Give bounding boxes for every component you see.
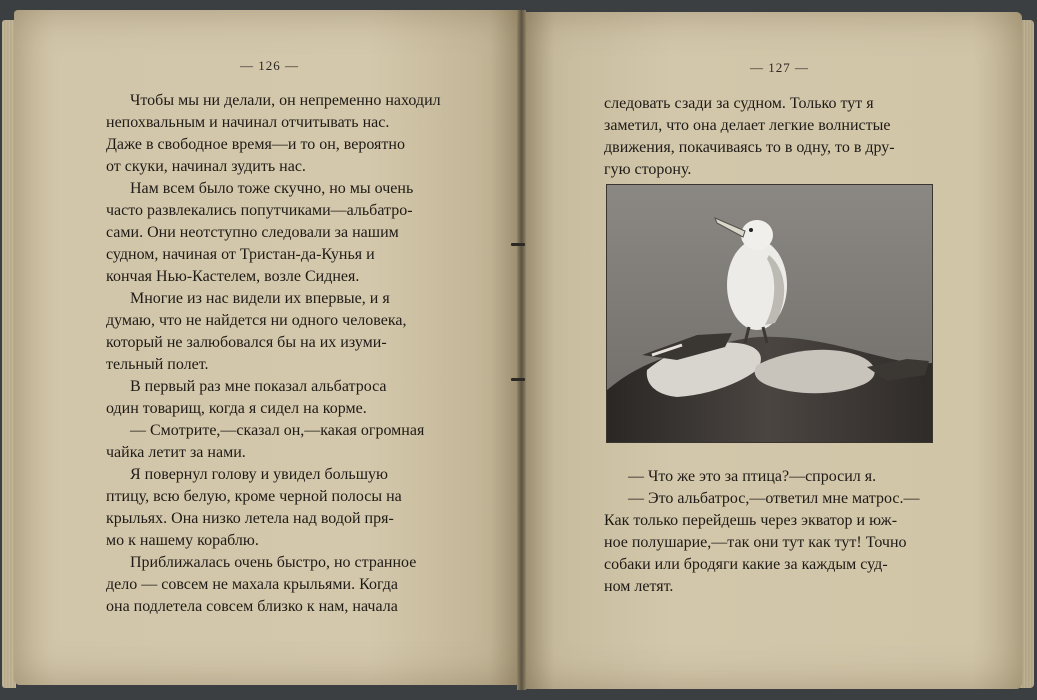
text-line: — Что же это за птица?—спросил я. [628,468,877,485]
text-line: тельный полет. [106,356,209,373]
right-page-text-top [604,93,976,181]
left-page [14,10,520,685]
text-line: чайка летит за нами. [106,444,246,461]
text-line: ное полушарие,—так они тут как тут! Точно [604,534,907,551]
text-line: Даже в свободное время—и то он, вероятно [106,136,405,153]
text-line: ном летят. [604,578,674,595]
page-number-right: — 127 — [750,60,809,75]
text-line: В первый раз мне показал альбатроса [130,378,387,395]
text-line: Приближалась очень быстро, но странное [130,554,417,571]
text-line: заметил, что она делает легкие волнистые [604,117,891,134]
text-line: крыльях. Она низко летела над водой пря- [106,510,394,527]
right-page-text-bottom [604,466,976,598]
text-line: дело — совсем не махала крыльями. Когда [106,576,398,593]
text-line: кончая Нью-Кастелем, возле Сиднея. [106,268,360,285]
right-page [524,12,1022,689]
text-line: птицу, всю белую, кроме черной полосы на [106,488,402,505]
text-line: от скуки, начинал зудить нас. [106,158,306,175]
text-line: — Это альбатрос,—ответил мне матрос.— [628,490,920,507]
text-line: сами. Они неотступно следовали за нашим [106,224,399,241]
text-line: гую сторону. [604,161,692,178]
text-line: она подлетела совсем близко к нам, начала [106,598,398,615]
albatross-illustration [606,184,933,443]
text-line: Чтобы мы ни делали, он непременно находил [130,92,441,109]
text-line: судном, начиная от Тристан-да-Кунья и [106,246,375,263]
text-line: следовать сзади за судном. Только тут я [604,95,874,112]
page-number-left: — 126 — [240,58,299,73]
book-gutter [517,10,526,690]
text-line: часто развлекались попутчиками—альбатро- [106,202,413,219]
text-line: непохвальным и начинал отчитывать нас. [106,114,390,131]
text-line: который не залюбовался бы на их изуми- [106,334,387,351]
page-edges-right [1020,20,1034,688]
text-line: мо к нашему кораблю. [106,532,259,549]
text-line: думаю, что не найдется ни одного человека, [106,312,407,329]
text-line: Многие из нас видели их впервые, и я [130,290,390,307]
text-line: — Смотрите,—сказал он,—какая огромная [130,422,425,439]
binding-staple-bottom [511,378,525,381]
left-page-text [106,90,478,618]
text-line: Как только перейдешь через экватор и юж- [604,512,898,529]
text-line: движения, покачиваясь то в одну, то в дру- [604,139,895,156]
text-line: один товарищ, когда я сидел на корме. [106,400,367,417]
binding-staple-top [511,243,525,246]
text-line: Я повернул голову и увидел большую [130,466,388,483]
text-line: Нам всем было тоже скучно, но мы очень [130,180,414,197]
text-line: собаки или бродяги какие за каждым суд- [604,556,888,573]
